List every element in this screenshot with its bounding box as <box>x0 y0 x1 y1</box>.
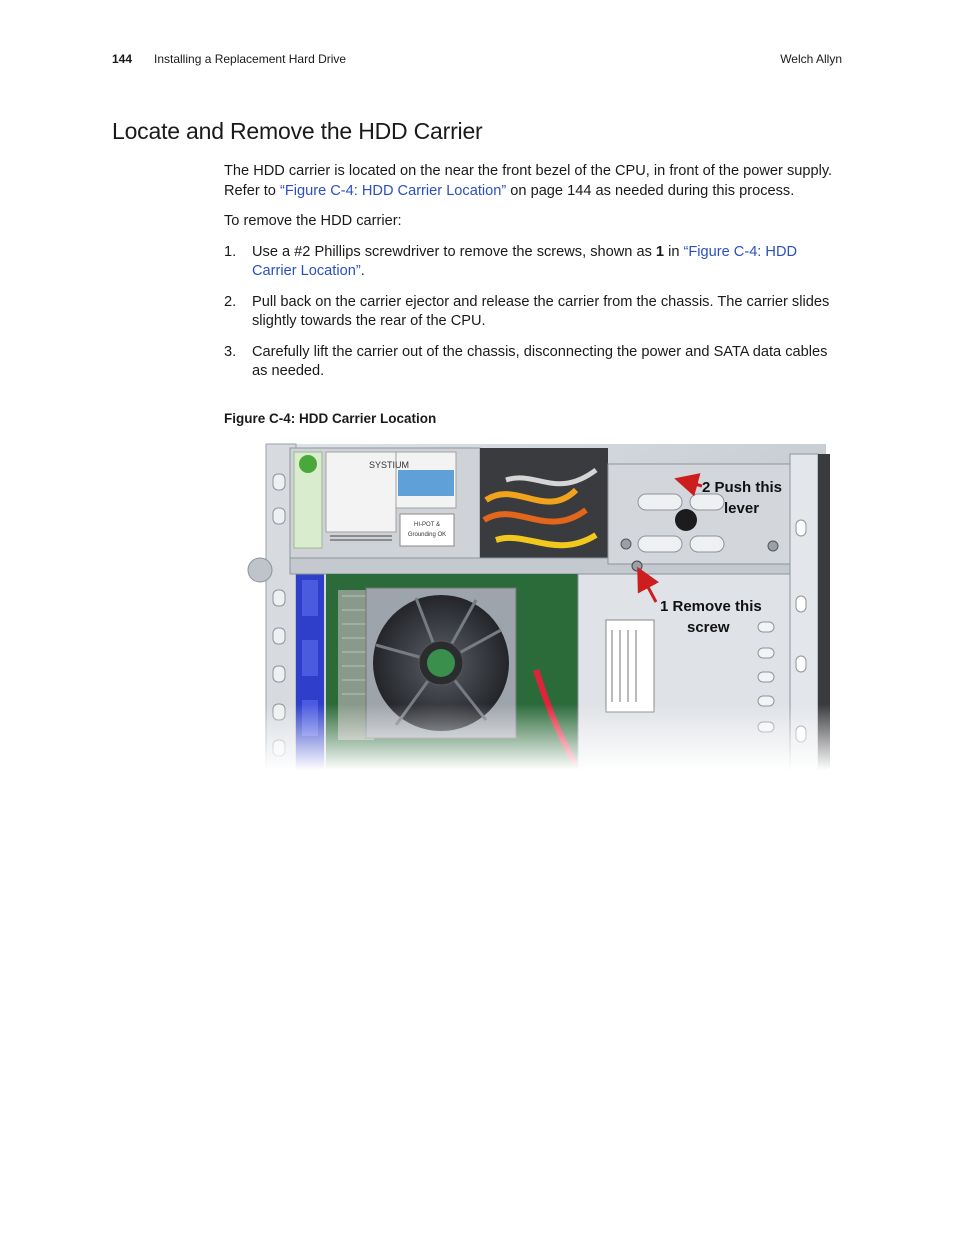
lead-paragraph: To remove the HDD carrier: <box>224 213 402 229</box>
page-number: 144 <box>112 52 133 66</box>
list-item <box>224 343 840 382</box>
step-text: Use a #2 Phillips screwdriver to remove the screws, shown as <box>252 243 656 260</box>
step-text: Pull back on the carrier ejector and release the carrier from the chassis. The carrier slides slightly towards the rear of the CPU. <box>252 293 830 329</box>
intro-text-2: on page 144 as needed during this process. <box>506 182 795 199</box>
photo-fade <box>246 440 830 770</box>
intro-paragraph <box>224 162 840 201</box>
figure-link[interactable]: “Figure C-4: HDD Carrier Location” <box>279 182 507 199</box>
brand-name: Welch Allyn <box>780 52 842 66</box>
list-item <box>224 243 840 282</box>
intro-text-1: The HDD carrier is located on the near the front bezel of the CPU, in front of the power supply. Refer to <box>224 163 833 199</box>
section-title: Locate and Remove the HDD Carrier <box>112 118 483 144</box>
step-number: 3. <box>224 343 237 360</box>
step-text: in <box>664 243 684 260</box>
step-bold: 1 <box>655 243 665 260</box>
step-number: 2. <box>224 293 237 310</box>
hdd-carrier-photo <box>246 440 830 770</box>
step-number: 1. <box>224 243 237 260</box>
figure-link[interactable]: “Figure C-4: HDD Carrier Location” <box>252 243 798 279</box>
step-text: Carefully lift the carrier out of the chassis, disconnecting the power and SATA data cables as needed. <box>252 343 828 379</box>
section-body <box>224 162 840 393</box>
chapter-title: Installing a Replacement Hard Drive <box>154 52 347 66</box>
page-header <box>112 52 842 70</box>
steps-list <box>224 243 840 382</box>
hdd-carrier-illustration <box>246 440 830 770</box>
figure-caption: Figure C-4: HDD Carrier Location <box>224 411 437 426</box>
step-text: . <box>360 263 365 279</box>
list-item <box>224 293 840 332</box>
